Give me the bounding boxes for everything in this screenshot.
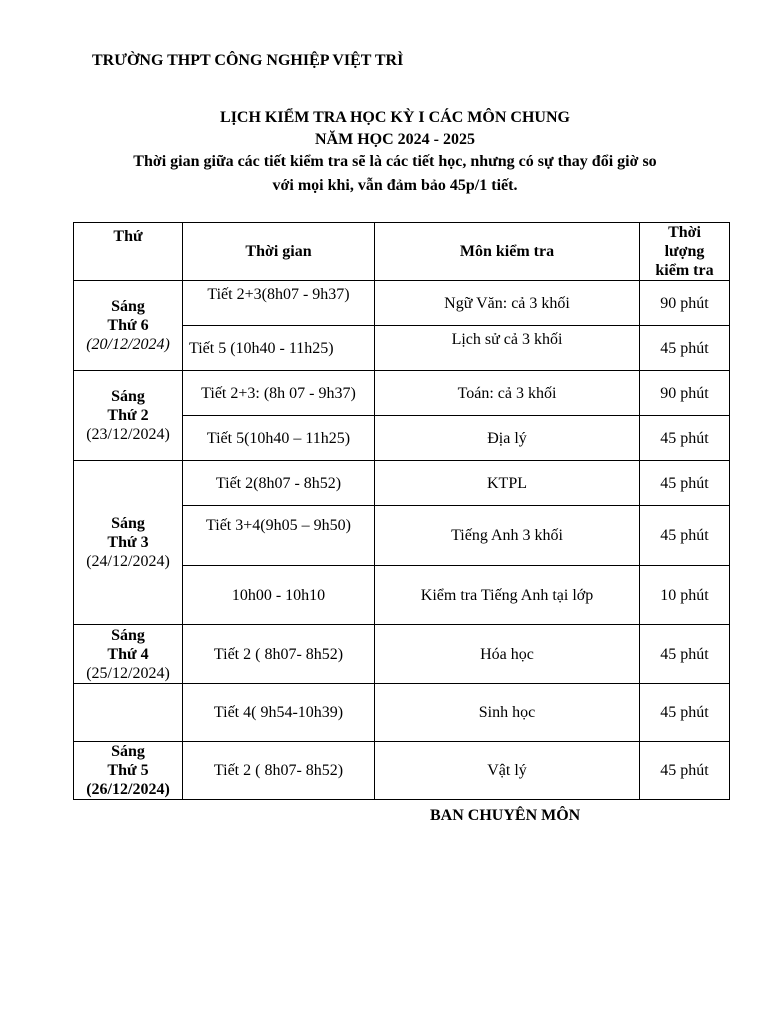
subject-cell: Hóa học bbox=[375, 625, 640, 684]
table-row bbox=[74, 625, 730, 684]
subject-cell: Địa lý bbox=[375, 416, 640, 461]
document-title: LỊCH KIỂM TRA HỌC KỲ I CÁC MÔN CHUNG bbox=[220, 109, 570, 126]
signature-block: BAN CHUYÊN MÔN bbox=[430, 807, 581, 824]
day-cell bbox=[74, 461, 183, 625]
header-duration-line: lượng bbox=[664, 243, 705, 260]
day-cell bbox=[74, 742, 183, 800]
header-day: Thứ bbox=[74, 223, 183, 281]
table-row bbox=[74, 742, 730, 800]
day-name: Thứ 4 bbox=[107, 645, 149, 663]
day-session: Sáng bbox=[111, 515, 145, 532]
time-cell: Tiết 2(8h07 - 8h52) bbox=[183, 461, 375, 506]
header-duration-line: kiểm tra bbox=[655, 262, 714, 279]
day-session: Sáng bbox=[111, 626, 145, 644]
day-date: (26/12/2024) bbox=[86, 781, 170, 798]
subject-cell: Kiểm tra Tiếng Anh tại lớp bbox=[375, 566, 640, 625]
day-name: Thứ 5 bbox=[107, 762, 149, 779]
duration-cell: 45 phút bbox=[640, 625, 730, 684]
time-cell: Tiết 5(10h40 – 11h25) bbox=[183, 416, 375, 461]
day-date: (20/12/2024) bbox=[86, 336, 170, 353]
table-row bbox=[74, 281, 730, 326]
header-duration-line: Thời bbox=[668, 224, 701, 241]
day-session: Sáng bbox=[111, 388, 145, 405]
subject-cell: Sinh học bbox=[375, 684, 640, 742]
header-duration bbox=[640, 223, 730, 281]
day-name: Thứ 6 bbox=[107, 317, 149, 334]
duration-cell: 45 phút bbox=[640, 742, 730, 800]
time-cell: Tiết 2 ( 8h07- 8h52) bbox=[183, 742, 375, 800]
subject-cell: Vật lý bbox=[375, 742, 640, 800]
time-cell: 10h00 - 10h10 bbox=[183, 566, 375, 625]
duration-cell: 45 phút bbox=[640, 461, 730, 506]
day-date: (24/12/2024) bbox=[86, 553, 170, 570]
subject-cell: Toán: cả 3 khối bbox=[375, 371, 640, 416]
exam-schedule-table bbox=[73, 222, 730, 800]
subject-cell: Lịch sử cả 3 khối bbox=[375, 326, 640, 371]
note-line-2: với mọi khi, vẫn đảm bảo 45p/1 tiết. bbox=[272, 177, 518, 194]
time-cell: Tiết 4( 9h54-10h39) bbox=[183, 684, 375, 742]
day-cell-empty bbox=[74, 684, 183, 742]
time-cell: Tiết 3+4(9h05 – 9h50) bbox=[183, 506, 375, 566]
table-row bbox=[74, 371, 730, 416]
school-year: NĂM HỌC 2024 - 2025 bbox=[315, 131, 475, 148]
header-time: Thời gian bbox=[183, 223, 375, 281]
header-subject: Môn kiểm tra bbox=[375, 223, 640, 281]
time-cell: Tiết 5 (10h40 - 11h25) bbox=[183, 326, 375, 371]
day-date: (25/12/2024) bbox=[86, 664, 170, 682]
day-name: Thứ 2 bbox=[107, 407, 149, 424]
duration-cell: 10 phút bbox=[640, 566, 730, 625]
day-name: Thứ 3 bbox=[107, 534, 149, 551]
day-cell bbox=[74, 371, 183, 461]
day-session: Sáng bbox=[111, 743, 145, 760]
table-header-row bbox=[74, 223, 730, 281]
duration-cell: 45 phút bbox=[640, 506, 730, 566]
table-row bbox=[74, 461, 730, 506]
time-cell: Tiết 2+3(8h07 - 9h37) bbox=[183, 281, 375, 326]
subject-cell: KTPL bbox=[375, 461, 640, 506]
duration-cell: 90 phút bbox=[640, 281, 730, 326]
time-cell: Tiết 2 ( 8h07- 8h52) bbox=[183, 625, 375, 684]
note-line-1: Thời gian giữa các tiết kiểm tra sẽ là các tiết học, nhưng có sự thay đổi giờ so bbox=[133, 153, 657, 170]
duration-cell: 90 phút bbox=[640, 371, 730, 416]
table-row bbox=[74, 684, 730, 742]
day-session: Sáng bbox=[111, 298, 145, 315]
school-name: TRƯỜNG THPT CÔNG NGHIỆP VIỆT TRÌ bbox=[92, 52, 404, 69]
duration-cell: 45 phút bbox=[640, 416, 730, 461]
duration-cell: 45 phút bbox=[640, 326, 730, 371]
day-date: (23/12/2024) bbox=[86, 426, 170, 443]
day-cell bbox=[74, 625, 183, 684]
duration-cell: 45 phút bbox=[640, 684, 730, 742]
day-cell bbox=[74, 281, 183, 371]
time-cell: Tiết 2+3: (8h 07 - 9h37) bbox=[183, 371, 375, 416]
subject-cell: Tiếng Anh 3 khối bbox=[375, 506, 640, 566]
subject-cell: Ngữ Văn: cả 3 khối bbox=[375, 281, 640, 326]
